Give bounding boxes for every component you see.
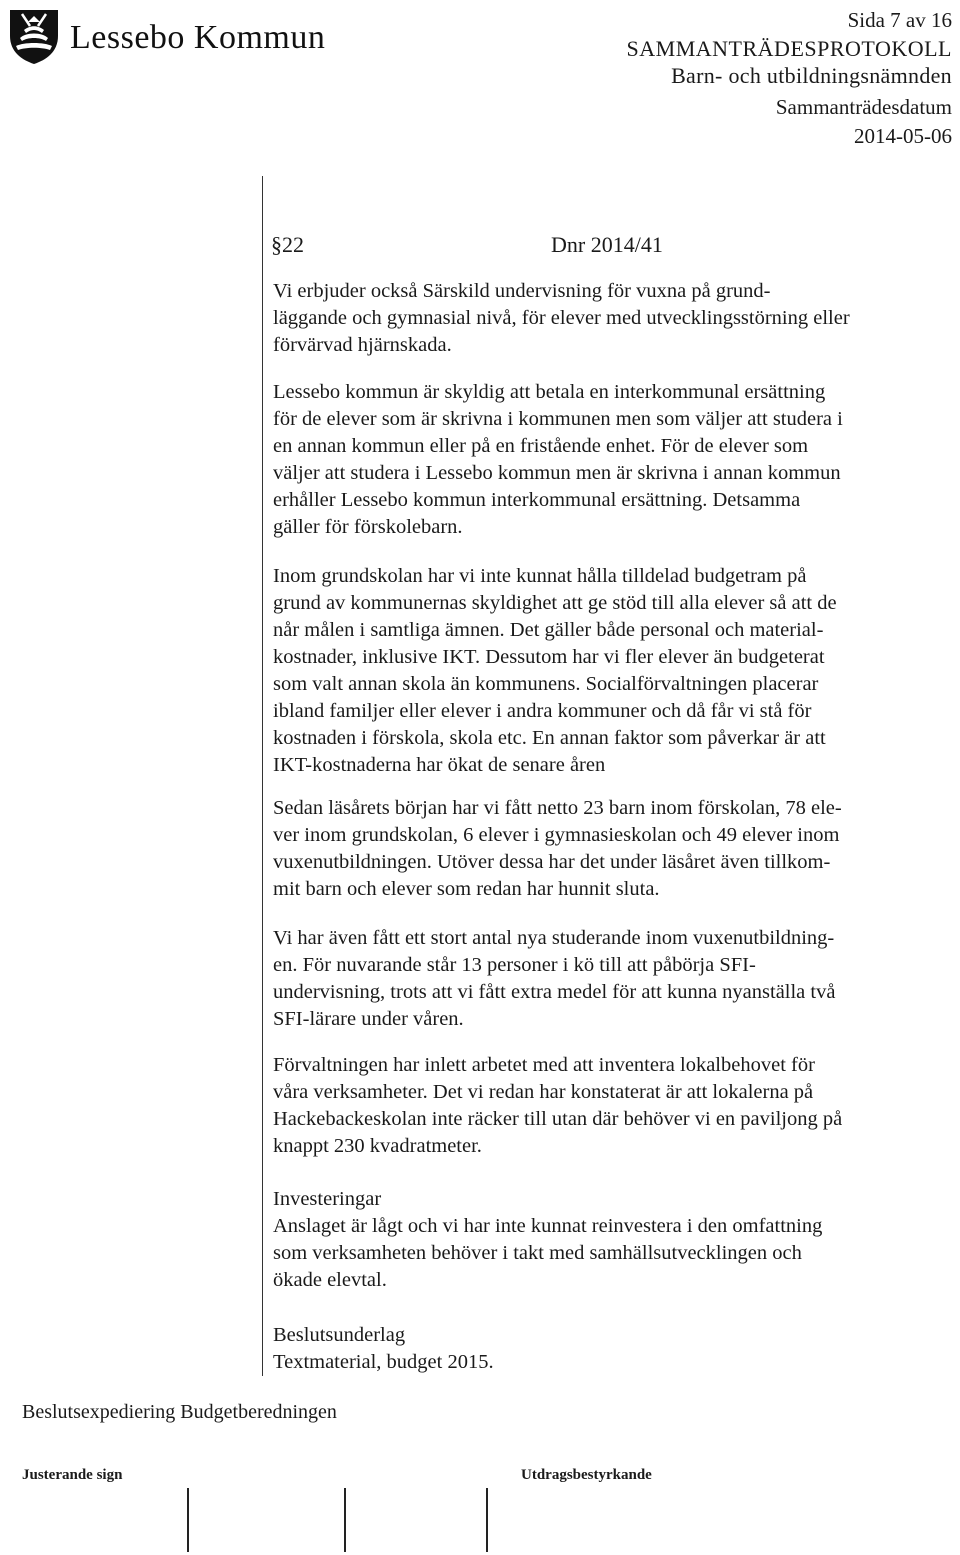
investments-text: Anslaget är lågt och vi har inte kunnat reinvestera i den omfattning som verksamheten behöver i takt med samhällsutvecklingen och ökade elevtal. — [273, 1215, 823, 1291]
investments-section — [273, 1186, 953, 1294]
municipality-logo — [6, 6, 325, 66]
investments-heading: Investeringar — [273, 1188, 382, 1210]
paragraph-special-education: Vi erbjuder också Särskild undervisning för vuxna på grund- läggande och gymnasial nivå, för elever med utvecklingsstörning eller förvärvad hjärnskada. — [273, 280, 850, 356]
paragraph-sign: § — [271, 232, 282, 257]
paragraph-interkommunal-compensation: Lessebo kommun är skyldig att betala en interkommunal ersättning för de elever som är skrivna i kommunen men som väljer att studera i en annan kommun eller på en fristående enhet. För de elever som väljer att studera i Lessebo kommun men är skrivna i annan kommun erhåller Lessebo kommun interkommunal ersättning. Detsamma gäller för förskolebarn. — [273, 381, 843, 538]
signature-divider — [486, 1488, 488, 1552]
section-number: 22 — [282, 232, 304, 257]
decision-basis-section — [273, 1322, 953, 1376]
meeting-date: 2014-05-06 — [854, 124, 952, 148]
page-number: Sida 7 av 16 — [847, 8, 952, 32]
diary-number: Dnr 2014/41 — [551, 232, 663, 257]
board-name: Barn- och utbildningsnämnden — [671, 63, 952, 88]
paragraph-adult-education: Vi har även fått ett stort antal nya studerande inom vuxenutbildning- en. För nuvarande står 13 personer i kö till att påbörja SFI- undervisning, trots att vi fått extra medel för att kunna nyanställa två SFI-lärare under våren. — [273, 927, 836, 1030]
logo-wordmark: Lessebo Kommun — [70, 19, 326, 56]
signature-divider — [187, 1488, 189, 1552]
extract-certification-label: Utdragsbestyrkande — [521, 1467, 652, 1483]
adjusting-signature-label: Justerande sign — [22, 1467, 123, 1483]
signature-divider — [344, 1488, 346, 1552]
municipal-crest-icon — [6, 6, 62, 66]
paragraph-primary-school-budget: Inom grundskolan har vi inte kunnat hålla tilldelad budgetram på grund av kommunernas skyldighet att ge stöd till alla elever så att de når målen i samtliga ämnen. Det gäller både personal och material- kostnader, inklusive IKT. Dessutom har vi fler elever än budgeterat som valt annan skola än kommunens. Socialförvaltningen placerar ibland familjer eller elever i andra kommuner och då får vi stå för kostnaden i förskola, skola etc. En annan faktor som påverkar är att IKT-kostnaderna har ökat de senare åren — [273, 565, 837, 776]
decision-dispatch: Beslutsexpediering Budgetberedningen — [22, 1401, 337, 1423]
margin-rule — [262, 176, 263, 1376]
meeting-date-label: Sammanträdesdatum — [775, 95, 952, 119]
decision-basis-text: Textmaterial, budget 2015. — [273, 1351, 494, 1373]
document-type: SAMMANTRÄDESPROTOKOLL — [626, 36, 952, 61]
paragraph-premises: Förvaltningen har inlett arbetet med att inventera lokalbehovet för våra verksamheter. Det vi redan har konstaterat är att lokalerna på Hackebackeskolan inte räcker till utan där behöver vi en paviljong på knappt 230 kvadratmeter. — [273, 1054, 843, 1157]
section-heading — [271, 232, 663, 258]
decision-basis-heading: Beslutsunderlag — [273, 1324, 406, 1346]
paragraph-pupil-numbers: Sedan läsårets början har vi fått netto 23 barn inom förskolan, 78 ele- ver inom grundskolan, 6 elever i gymnasieskolan och 49 elever inom vuxenutbildningen. Utöver dessa har det under läsåret även tillkom- mit barn och elever som redan har hunnit sluta. — [273, 797, 842, 900]
